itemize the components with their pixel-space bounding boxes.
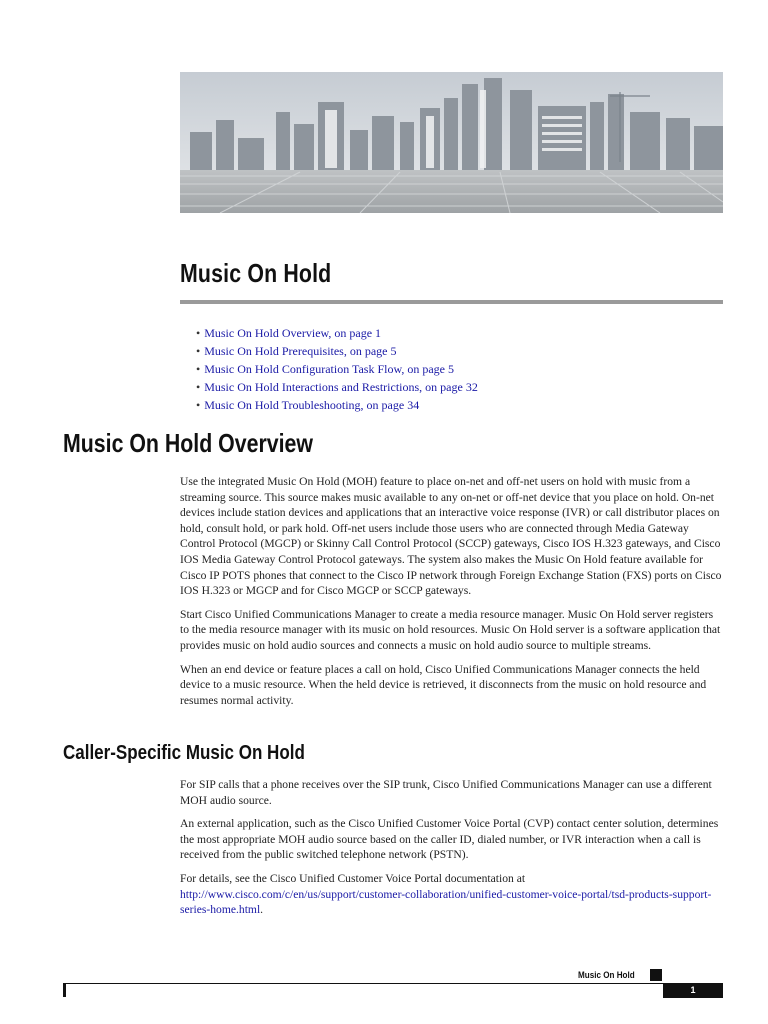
toc-item [196,378,478,396]
toc-item [196,360,478,378]
section-title-caller-specific: Caller-Specific Music On Hold [63,742,305,764]
caller-specific-body [180,777,723,926]
overview-paragraph-3: When an end device or feature places a call on hold, Cisco Unified Communications Manager connects the held device to a music resource. When the held device is retrieved, it disconnects from the music on hold resource and resumes normal activity. [180,662,707,707]
section-title-overview: Music On Hold Overview [63,428,313,458]
overview-paragraph-2: Start Cisco Unified Communications Manager to create a media resource manager. Music On Hold server registers to the media resource manager with its music on hold resources. Music On Hold server is a software application that provides music on hold audio sources and connects a music on hold audio source to multiple streams. [180,607,721,652]
chapter-toc [196,324,478,414]
cvp-documentation-link[interactable]: http://www.cisco.com/c/en/us/support/customer-collaboration/unified-customer-voice-portal/tsd-products-support-series-home.html [180,887,712,917]
footer-chapter-label: Music On Hold [578,970,635,980]
caller-specific-paragraph-2: An external application, such as the Cisco Unified Customer Voice Portal (CVP) contact center solution, determines the most appropriate MOH audio source based on the caller ID, dialed number, or IVR interaction when a call is received from the public switched telephone network (PSTN). [180,817,719,862]
chapter-title-rule [180,300,723,304]
overview-body [180,474,723,716]
bullet-icon: • [196,326,201,340]
toc-link-overview[interactable]: Music On Hold Overview, on page 1 [204,326,382,340]
toc-item [196,324,478,342]
caller-specific-paragraph-1: For SIP calls that a phone receives over the SIP trunk, Cisco Unified Communications Manager can use a different MOH audio source. [180,778,712,807]
bullet-icon: • [196,380,201,394]
footer-marker [650,969,662,981]
toc-link-prerequisites[interactable]: Music On Hold Prerequisites, on page 5 [204,344,397,358]
toc-item [196,396,478,414]
bullet-icon: • [196,344,201,358]
toc-link-troubleshooting[interactable]: Music On Hold Troubleshooting, on page 34 [204,398,420,412]
page-number: 1 [663,983,723,998]
details-text: For details, see the Cisco Unified Customer Voice Portal documentation at [180,871,526,885]
details-suffix: . [260,903,264,917]
toc-link-task-flow[interactable]: Music On Hold Configuration Task Flow, on page 5 [204,362,455,376]
overview-paragraph-1: Use the integrated Music On Hold (MOH) feature to place on-net and off-net users on hold with music from a streaming source. This source makes music available to any on-net or off-net device that you place on hold. On-net devices include station devices and applications that an interactive voice response (IVR) or call distributor places on hold, consult hold, or park hold. Off-net users include those users who are connected through Media Gateway Control Protocol (MGCP) or Skinny Call Control Protocol (SCCP) gateways, Cisco IOS H.323 gateways, and Cisco IOS Media Gateway Control Protocol gateways. The system also makes the Music On Hold feature available for Cisco IP POTS phones that connect to the Cisco IP network through Foreign Exchange Station (FXS) ports on Cisco IOS H.323 or MGCP and for Cisco MGCP or SCCP gateways. [180,475,722,598]
toc-item [196,342,478,360]
city-skyline-banner [180,72,723,213]
chapter-title: Music On Hold [180,258,332,288]
bullet-icon: • [196,398,201,412]
footer-tick [63,983,66,997]
footer-rule [63,983,723,984]
bullet-icon: • [196,362,201,376]
caller-specific-paragraph-3 [180,871,723,918]
toc-link-interactions[interactable]: Music On Hold Interactions and Restrictions, on page 32 [204,380,478,394]
